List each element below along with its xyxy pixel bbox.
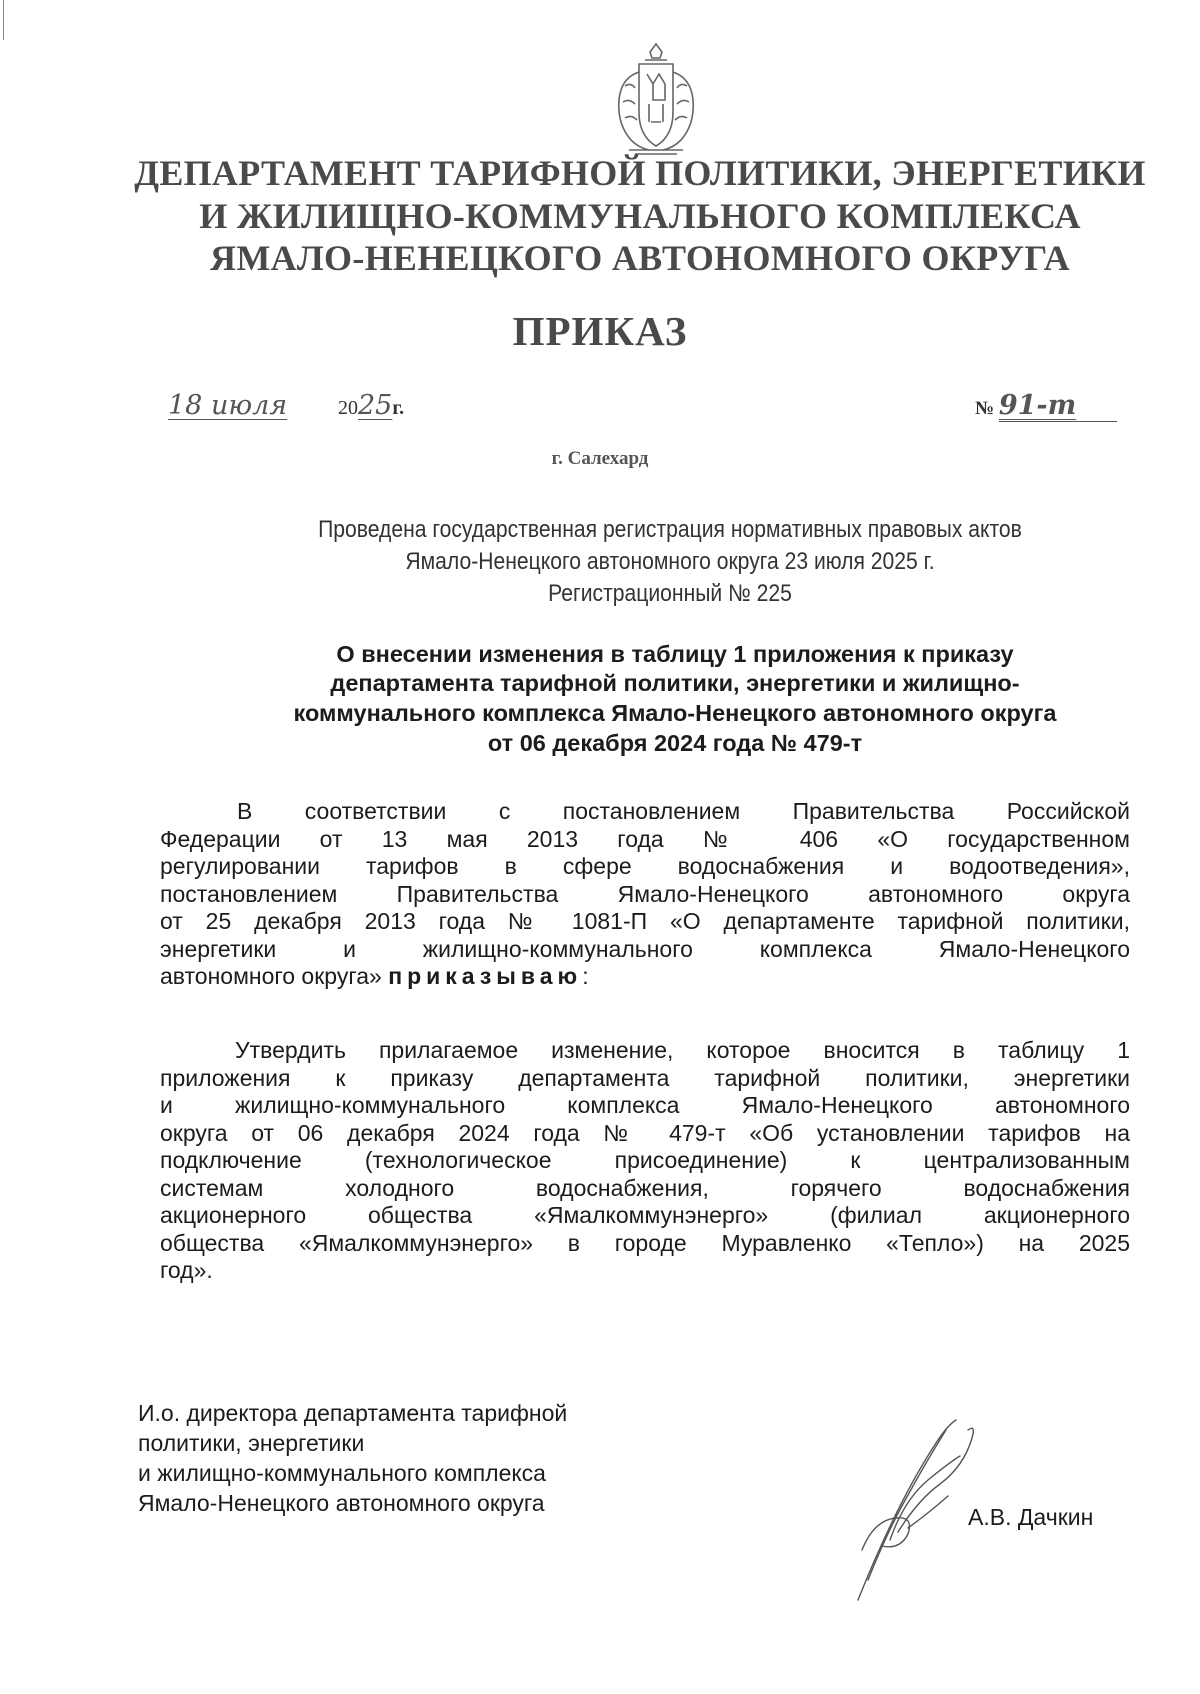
handwritten-year: 25 <box>358 390 393 421</box>
scan-edge-mark <box>3 0 4 40</box>
handwritten-date: 18 июля <box>168 390 288 421</box>
decision-line: и жилищно-коммунального комплекса Ямало-Ненецкого автономного <box>160 1092 1130 1118</box>
decision-line: акционерного общества «Ямалкоммунэнерго» (филиал акционерного <box>160 1202 1130 1228</box>
decision-line: общества «Ямалкоммунэнерго» в городе Муравленко «Тепло») на 2025 <box>160 1230 1130 1256</box>
subject-line: коммунального комплекса Ямало-Ненецкого автономного округа <box>293 700 1057 726</box>
decision-line: округа от 06 декабря 2024 года № 479-т «Об установлении тарифов на <box>160 1120 1130 1146</box>
decision-line: Утвердить прилагаемое изменение, которое вносится в таблицу 1 <box>235 1037 1130 1063</box>
signer-name: А.В. Дачкин <box>968 1504 1094 1530</box>
decision-line: год». <box>160 1257 213 1283</box>
year-suffix: г. <box>392 397 405 419</box>
city-name: г. Салехард <box>551 448 649 469</box>
registration-line: Ямало-Ненецкого автономного округа 23 июля 2025 г. <box>405 548 935 575</box>
subject-line: от 06 декабря 2024 года № 479-т <box>487 730 863 756</box>
number-label: № <box>975 398 995 419</box>
department-name-line: И ЖИЛИЩНО-КОММУНАЛЬНОГО КОМПЛЕКСА <box>199 196 1081 236</box>
order-number <box>975 390 1117 422</box>
department-name-line: ЯМАЛО-НЕНЕЦКОГО АВТОНОМНОГО ОКРУГА <box>210 238 1070 278</box>
preamble-line: В соответствии с постановлением Правительства Российской <box>237 798 1130 824</box>
preamble-line: энергетики и жилищно-коммунального комплекса Ямало-Ненецкого <box>160 936 1130 962</box>
order-date <box>168 390 404 421</box>
preamble-line: автономного округа» <box>160 963 382 989</box>
preamble-line: Федерации от 13 мая 2013 года № 406 «О государственном <box>160 826 1130 852</box>
subject-line: О внесении изменения в таблицу 1 приложения к приказу <box>336 641 1014 667</box>
coat-of-arms-icon <box>609 42 703 156</box>
preamble-line: постановлением Правительства Ямало-Ненецкого автономного округа <box>160 881 1130 907</box>
decision-line: системам холодного водоснабжения, горячего водоснабжения <box>160 1175 1130 1201</box>
signer-position-line: политики, энергетики <box>138 1430 365 1456</box>
order-word: приказываю <box>388 963 583 989</box>
decision-line: приложения к приказу департамента тарифной политики, энергетики <box>160 1065 1130 1091</box>
preamble-line: регулировании тарифов в сфере водоснабжения и водоотведения», <box>160 853 1130 879</box>
preamble-line: от 25 декабря 2013 года № 1081-П «О департаменте тарифной политики, <box>160 908 1130 934</box>
order-colon: : <box>582 963 589 989</box>
preamble-last-line <box>160 963 1130 990</box>
subject-line: департамента тарифной политики, энергетики и жилищно- <box>330 670 1020 696</box>
year-prefix: 20 <box>338 397 358 419</box>
document-type-title: ПРИКАЗ <box>512 308 688 354</box>
signer-position-line: Ямало-Ненецкого автономного округа <box>138 1490 545 1516</box>
department-name-line: ДЕПАРТАМЕНТ ТАРИФНОЙ ПОЛИТИКИ, ЭНЕРГЕТИКИ <box>134 153 1146 193</box>
signer-position-line: И.о. директора департамента тарифной <box>138 1400 568 1426</box>
handwritten-number: 91-т <box>998 390 1077 421</box>
registration-line: Регистрационный № 225 <box>548 580 792 607</box>
registration-line: Проведена государственная регистрация нормативных правовых актов <box>318 516 1022 543</box>
decision-line: подключение (технологическое присоединение) к централизованным <box>160 1147 1130 1173</box>
signer-position-line: и жилищно-коммунального комплекса <box>138 1460 546 1486</box>
